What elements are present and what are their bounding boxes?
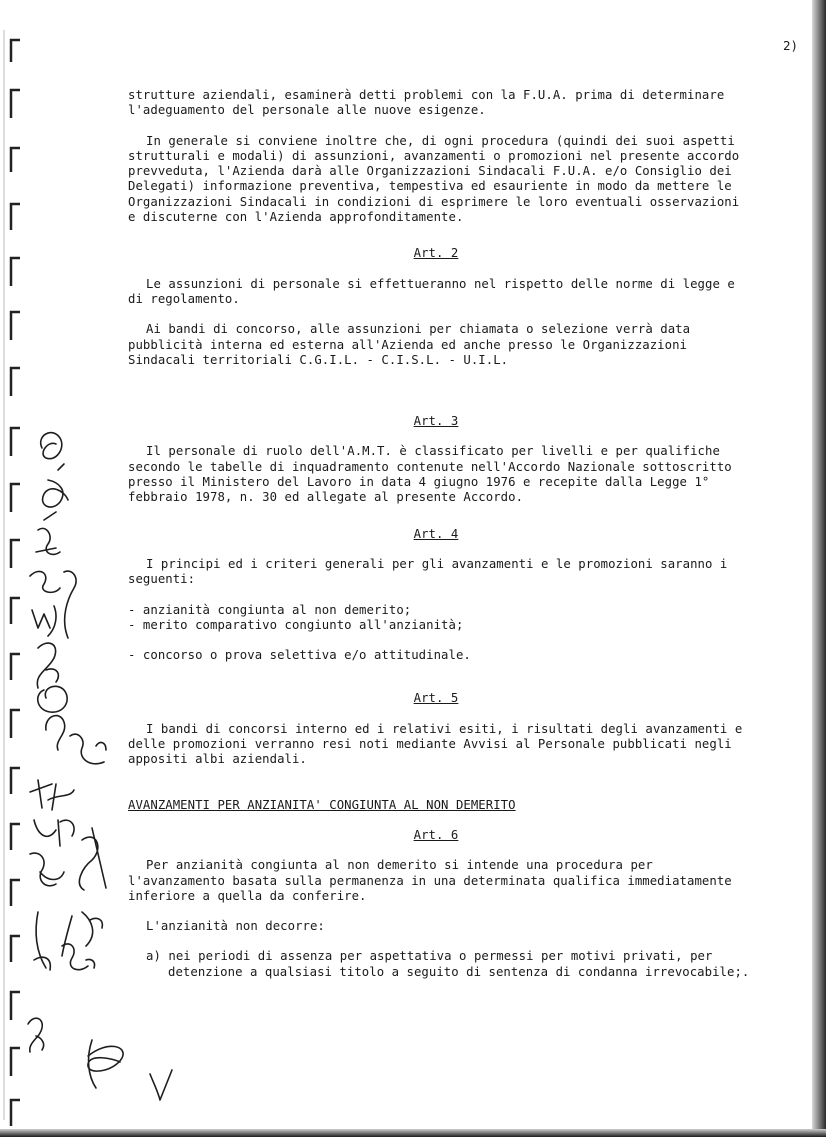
- initials-11: [79, 828, 106, 890]
- article-2-title: Art. 2: [413, 246, 459, 261]
- page-number: 2): [782, 38, 798, 53]
- article-4-list-item-3: - concorso o prova selettiva e/o attitudinale.: [128, 648, 471, 663]
- initials-2: [43, 480, 68, 520]
- spiral-binding: [0, 0, 40, 1137]
- article-4-paragraph-1: I principi ed i criteri generali per gli avanzamenti e le promozioni saranno i seguenti:: [128, 556, 728, 587]
- article-2-paragraph-2: Ai bandi di concorso, alle assunzioni per chiamata o selezione verrà data pubblicità interna ed esterna all'Azienda ed anche presso le Organizzazioni Sindacali territoriali C.G.I.L. - C.I.S.L. - U.I.L.: [128, 322, 691, 367]
- article-6-paragraph-1: Per anzianità congiunta al non demerito si intende una procedura per l'avanzamento basata sulla permanenza in una determinata qualifica immediatamente inferiore a quella da conferire.: [128, 858, 732, 903]
- article-3-title: Art. 3: [413, 414, 459, 429]
- initials-13: [34, 912, 102, 970]
- article-2-paragraph-1: Le assunzioni di personale si effettueranno nel rispetto delle norme di legge e di regolamento.: [128, 276, 735, 306]
- initials-6: [37, 643, 58, 688]
- document-body: [128, 88, 754, 980]
- initials-8: [46, 716, 106, 764]
- article-5-paragraph-1: I bandi di concorsi interno ed i relativi esiti, i risultati degli avanzamenti e delle promozioni verranno resi noti mediante Avvisi al Personale pubblicati negli appositi albi aziendali.: [128, 721, 743, 767]
- article-3-paragraph-1: Il personale di ruolo dell'A.M.T. è classificato per livelli e per qualifiche secondo le tabelle di inquadramento contenute nell'Accordo Nazionale sottoscritto presso il Ministero del Lavoro in data 4 giugno 1976 e recepite dalla Legge 1° febbraio 1978, n. 30 ed allegate al presente Accordo.: [128, 444, 732, 505]
- initials-14: [62, 944, 95, 970]
- article-5-title: Art. 5: [413, 691, 459, 706]
- section-heading: AVANZAMENTI PER ANZIANITA' CONGIUNTA AL NON DEMERITO: [128, 797, 516, 812]
- paragraph-information: In generale si conviene inoltre che, di ogni procedura (quindi dei suoi aspetti strutturali e modali) di assunzioni, avanzamenti o promozioni nel presente accordo prevveduta, l'Azienda darà alle Organizzazioni Sindacali F.U.A. e/o Consiglio dei Delegati) informazione preventiva, tempestiva ed esauriente in modo da mettere le Organizzazioni Sindacali in condizioni di esprimere le loro eventuali osservazioni e discuterne con l'Azienda approfonditamente.: [128, 133, 740, 225]
- article-6-paragraph-2: L'anzianità non decorre:: [146, 919, 325, 934]
- article-4-title: Art. 4: [413, 526, 459, 541]
- paragraph-continuation: strutture aziendali, esaminerà detti problemi con la F.U.A. prima di determinare l'adeguamento del personale alle nuove esigenze.: [128, 88, 725, 118]
- initials-10: [34, 820, 74, 846]
- article-4-list-item-2: - merito comparativo congiunto all'anzianità;: [128, 617, 464, 632]
- article-4-list-item-1: - anzianità congiunta al non demerito;: [128, 602, 412, 617]
- initials-7: [38, 686, 67, 712]
- page-bottom-edge: [0, 1129, 826, 1137]
- article-6-list-item-a: a) nei periodi di assenza per aspettativa o permessi per motivi privati, per detenzione a qualsiasi titolo a seguito di sentenza di condanna irrevocabile;.: [146, 949, 750, 979]
- page-right-edge: [812, 0, 826, 1137]
- initials-1: [41, 433, 64, 470]
- initials-16: [88, 1040, 123, 1088]
- article-6-title: Art. 6: [413, 827, 459, 842]
- initials-17: [150, 1070, 172, 1100]
